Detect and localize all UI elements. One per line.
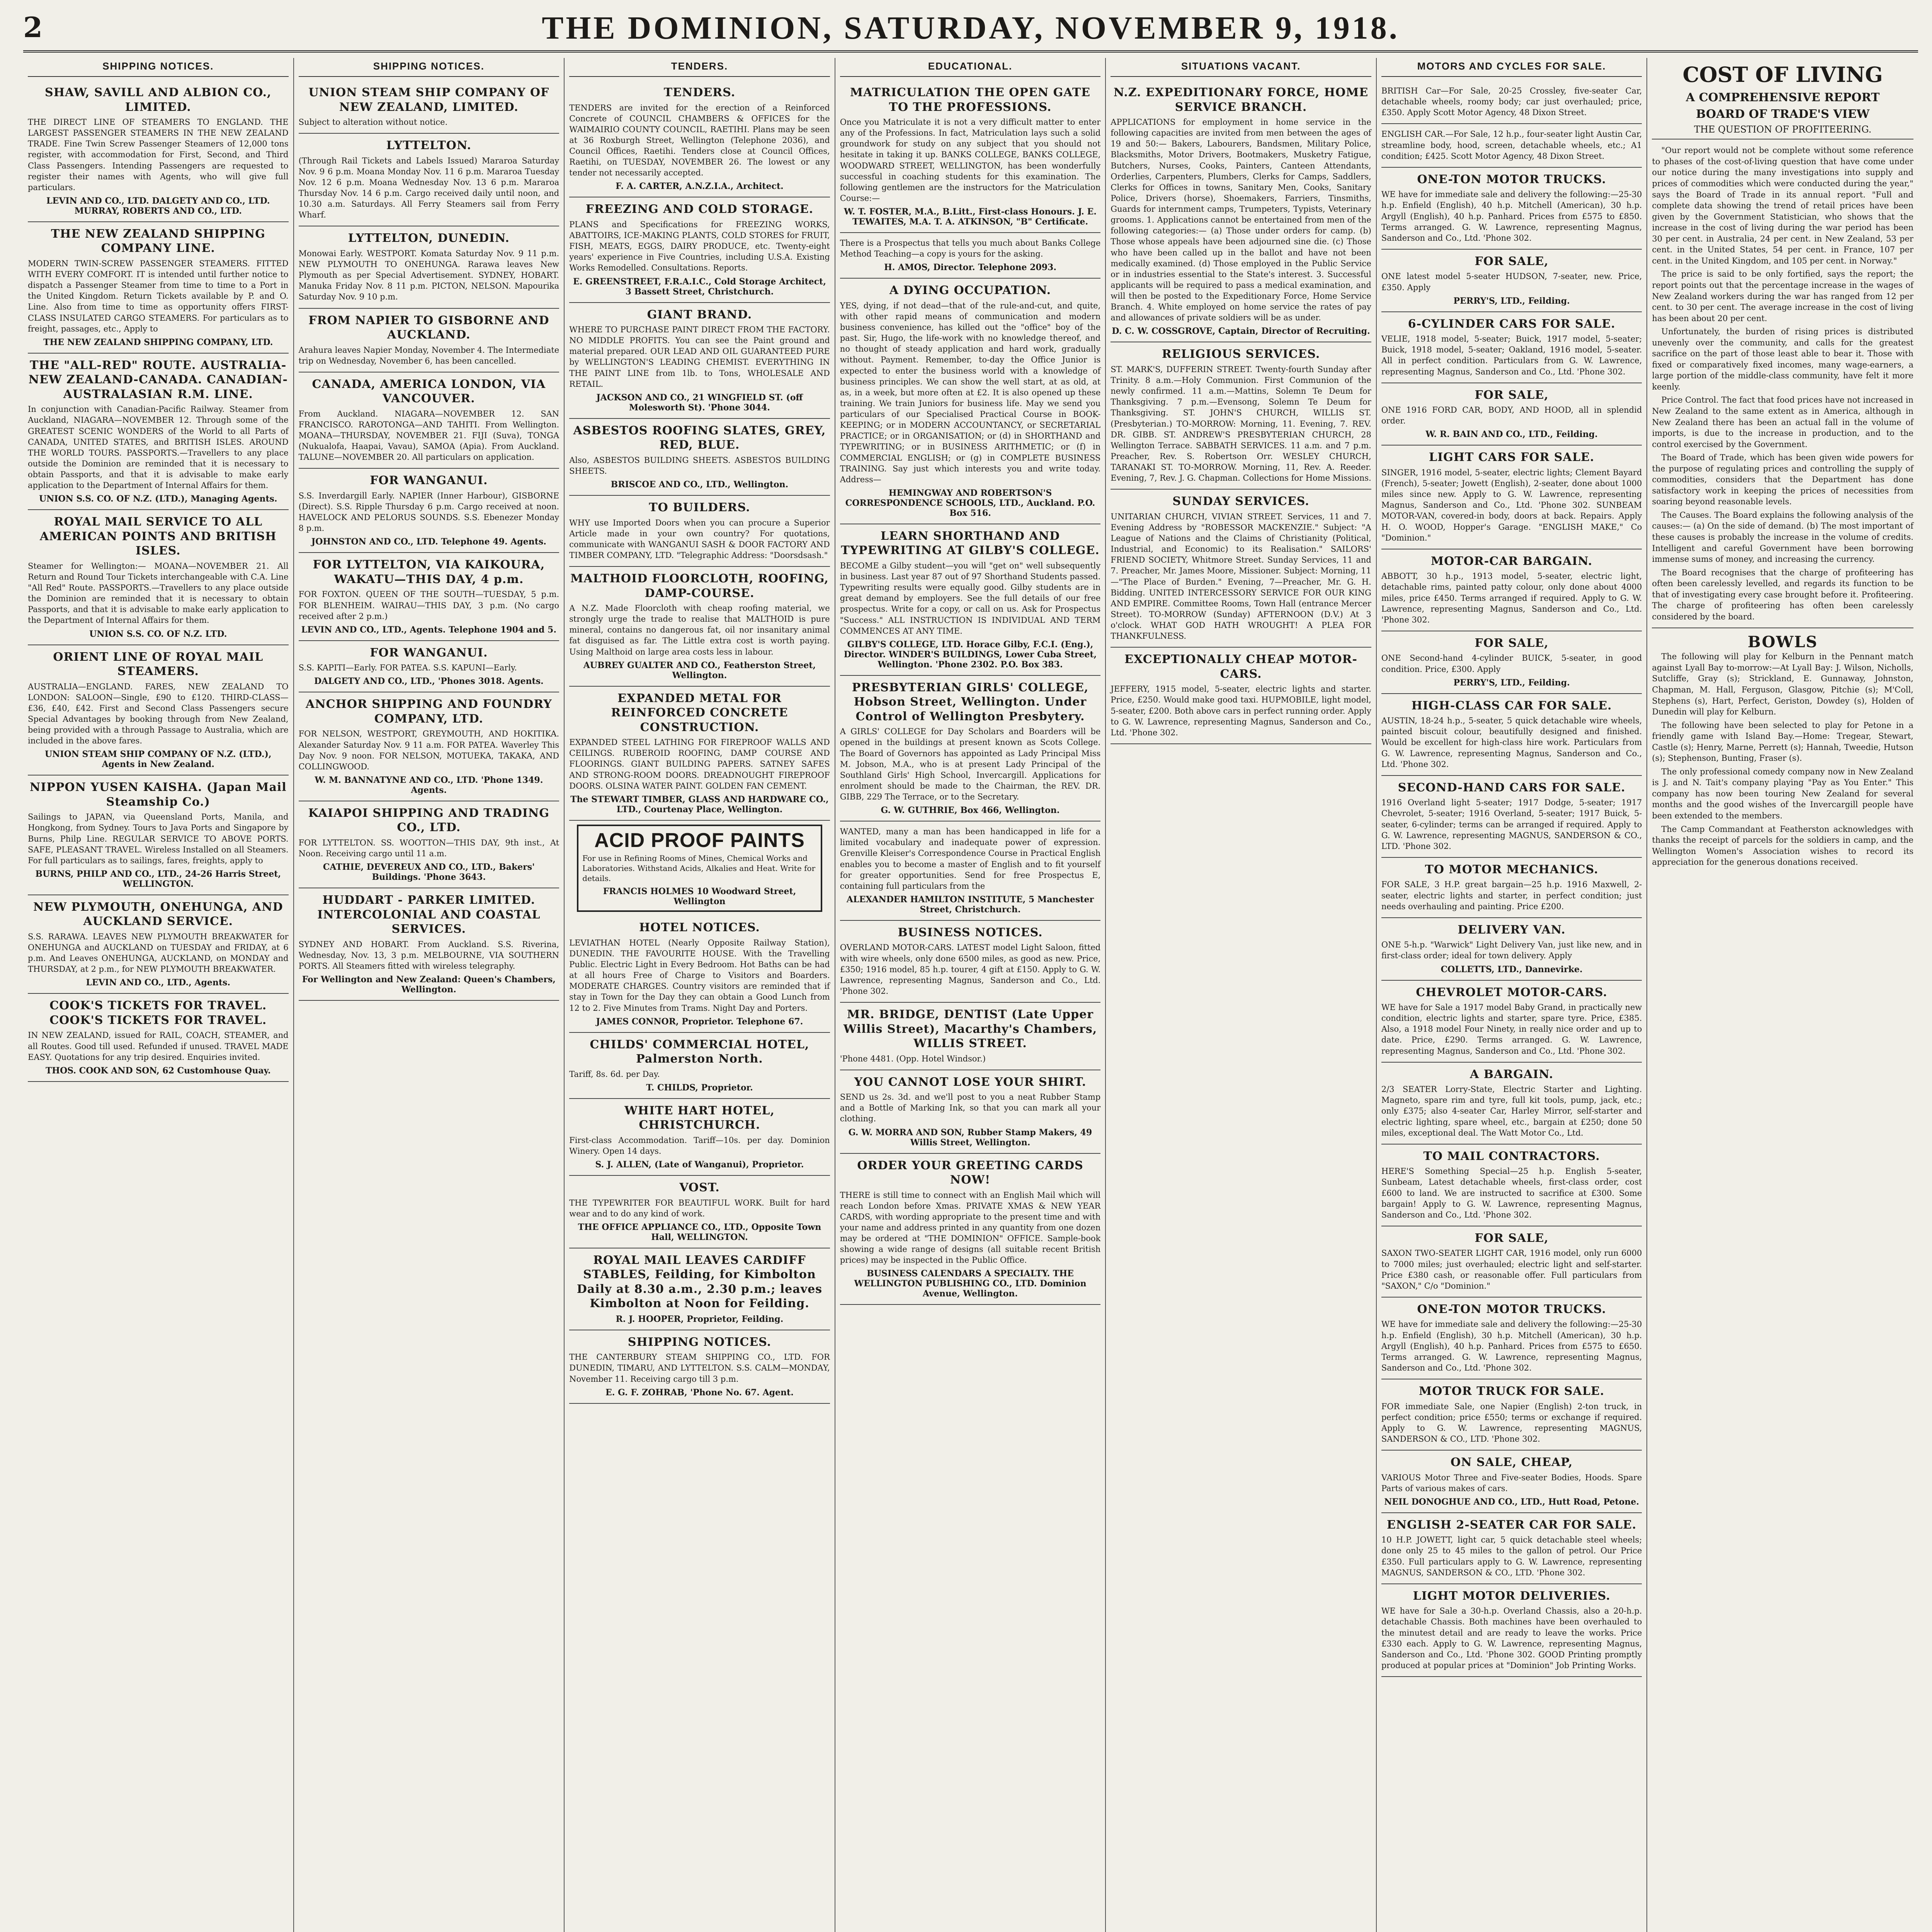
advertisement xyxy=(1381,1298,1642,1379)
advertisement-title: LIGHT CARS FOR SALE. xyxy=(1429,451,1595,464)
advertisement-title: MATRICULATION THE OPEN GATE TO THE PROFESSIONS. xyxy=(850,86,1091,114)
advertisement-body: VARIOUS Motor Three and Five-seater Bodies, Hoods. Spare Parts of various makes of cars. xyxy=(1381,1473,1642,1493)
advertisement-signature: E. GREENSTREET, F.R.A.I.C., Cold Storage Architect, 3 Bassett Street, Christchurch. xyxy=(573,276,826,297)
advertisement xyxy=(1381,1063,1642,1145)
advertisement-body: WANTED, many a man has been handicapped in life for a limited vocabulary and inadequate power of expression. Grenville Kleiser's Correspondence Course in Practical English enables you to become a master of English and to fit yourself for greater opportunities. Send for free Prospectus E, containing full particulars from the xyxy=(840,827,1101,891)
advertisement-title: ROYAL MAIL LEAVES CARDIFF STABLES, Feilding, for Kimbolton Daily at 8.30 a.m., 2.30 p.m.; leaves Kimbolton at Noon for Feilding. xyxy=(577,1253,823,1311)
advertisement-signature: NEIL DONOGHUE AND CO., LTD., Hutt Road, Petone. xyxy=(1384,1497,1639,1507)
advertisement xyxy=(577,825,822,912)
advertisement xyxy=(1111,648,1371,744)
column-6 xyxy=(1377,58,1648,1932)
bowls-paragraph: The following will play for Kelburn in the Pennant match against Lyall Bay to-morrow:—At Lyall Bay: J. Wilson, Nicholls, Sutcliffe, Gray (s); Strickland, E. Gunnaway, Johnston, Chapman, M. Hall, Ferguson, Glasgow, Pitchie (s); M'Coll, Stephens (s), Hart, Perfect, Geriston, Dowdey (s), Holden of Dunedin will play for Kelburn. xyxy=(1652,652,1913,717)
advertisement-body: HERE'S Something Special—25 h.p. English 5-seater, Sunbeam, Latest detachable wheels, first-class order, cost £600 to land. We are instructed to sacrifice at £300. Some bargain! Apply to G. W. Lawrence, representing Magnus, Sanderson and Co., Ltd. 'Phone 302. xyxy=(1381,1167,1642,1219)
advertisement-body: A N.Z. Made Floorcloth with cheap roofing material, we strongly urge the trade to realise that MALTHOID is pure mineral, contains no dangerous fat, oil nor insanitary animal fat disguised as far. The Little extra cost is worth paying. Using Malthoid on large area costs less in labour. xyxy=(569,604,830,656)
advertisement-body: YES, dying, if not dead—that of the rule-and-cut, and quite, with other rapid means of communication and modern business convenience, has killed out the "office" boy of the past. Sir, Hugo, the life-work with no knowledge thereof, and no thought of steady application and hard work, gradually without. Payment. Remember, to-day the Office Junior is expected to enter the business world with a knowledge of business principles. We can show the well start, at as old, at as, in a week, but more often at £2. It is also opened up these training. We train Juniors for business life. May we send you particulars of our Specialised Practical Course in BOOK-KEEPING; or in MODERN ACCOUNTANCY, or SECRETARIAL PRACTICE; or in ORGANISATION; or (d) in SHORTHAND and TYPEWRITING; or in BUSINESS ARITHMETIC; or (f) in COMMERCIAL ENGLISH; or (g) in COMPLETE BUSINESS TRAINING. Say just which interests you and write today. Address— xyxy=(840,301,1101,484)
advertisement xyxy=(299,309,560,372)
advertisement-signature: D. C. W. COSSGROVE, Captain, Director of Recruiting. xyxy=(1112,326,1370,337)
advertisement-body: AUSTRALIA—ENGLAND. FARES, NEW ZEALAND TO LONDON: SALOON—Single, £90 to £120. THIRD-CLASS—£36, £40, £42. First and Second Class Passengers secure Special Advantages by booking through from New Zealand, being provided with a through Passage to Australia, which are included in the above fares. xyxy=(28,682,289,746)
advertisement-body: SAXON TWO-SEATER LIGHT CAR, 1916 model, only run 6000 to 7000 miles; just overhauled; electric light and self-starter. Price £380 cash, or reasonable offer. Full particulars from "SAXON," C/o "Dominion." xyxy=(1381,1248,1642,1291)
advertisement-title: LYTTELTON. xyxy=(386,139,471,153)
advertisement-title: THE "ALL-RED" ROUTE. AUSTRALIA-NEW ZEALAND-CANADA. CANADIAN-AUSTRALASIAN R.M. LINE. xyxy=(28,358,288,401)
advertisement-signature: The STEWART TIMBER, GLASS AND HARDWARE CO., LTD., Courtenay Place, Wellington. xyxy=(570,794,829,815)
advertisement xyxy=(569,81,830,197)
advertisement-signature: W. M. BANNATYNE AND CO., LTD. 'Phone 1349. Agents. xyxy=(315,775,543,795)
advertisement-signature: For Wellington and New Zealand: Queen's Chambers, Wellington. xyxy=(302,975,556,995)
column-heading: EDUCATIONAL. xyxy=(840,58,1101,77)
column-3 xyxy=(565,58,835,1932)
advertisement-title: RELIGIOUS SERVICES. xyxy=(1162,347,1320,361)
advertisement xyxy=(840,233,1101,279)
advertisement xyxy=(299,801,560,888)
advertisement xyxy=(28,895,289,994)
advertisement-signature: UNION S.S. CO. OF N.Z. LTD. xyxy=(89,629,227,639)
article-section-heading: THE QUESTION OF PROFITEERING. xyxy=(1652,124,1913,139)
advertisement-title: KAIAPOI SHIPPING AND TRADING CO., LTD. xyxy=(308,806,549,835)
advertisement xyxy=(1381,1513,1642,1584)
advertisement-title: FOR SALE, xyxy=(1475,1231,1549,1245)
article-paragraph: Unfortunately, the burden of rising prices is distributed unevenly over the community, and calls for the greatest sacrifice on the part of those least able to bear it. Those with fixed or comparatively fixed incomes, many wage-earners, a large portion of the middle-class community, have felt it more keenly. xyxy=(1652,327,1913,391)
advertisement-body: IN NEW ZEALAND, issued for RAIL, COACH, STEAMER, and all Routes. Good till used. Refunded if unused. TRAVEL MADE EASY. Quotations for any trip desired. Enquiries invited. xyxy=(28,1031,289,1062)
advertisement xyxy=(840,821,1101,921)
advertisement-signature: AUBREY GUALTER AND CO., Featherston Street, Wellington. xyxy=(583,660,816,680)
bowls-paragraph: The only professional comedy company now in New Zealand is J. and N. Tait's company playing "Pay as You Enter." This company has now been touring New Zealand for several months and the good wishes of the Invercargill people have been extended to the members. xyxy=(1652,767,1913,821)
advertisement xyxy=(1111,490,1371,648)
advertisement-title: CHILDS' COMMERCIAL HOTEL, Palmerston North. xyxy=(590,1037,810,1066)
advertisement xyxy=(1381,918,1642,981)
advertisement-title: FOR SALE, xyxy=(1475,636,1549,650)
advertisement xyxy=(299,888,560,1001)
advertisement xyxy=(299,226,560,308)
advertisement-body: FOR FOXTON. QUEEN OF THE SOUTH—TUESDAY, 5 p.m. FOR BLENHEIM. WAIRAU—THIS DAY, 3 p.m. (No cargo received after 2 p.m.) xyxy=(298,590,560,621)
bowls-paragraph: The Camp Commandant at Featherston acknowledges with thanks the receipt of parcels for the soldiers in camp, and the Wellington Women's Association wishes to record its appreciation for the generous donations received. xyxy=(1652,824,1913,867)
advertisement-body: THE CANTERBURY STEAM SHIPPING CO., LTD. FOR DUNEDIN, TIMARU, AND LYTTELTON. S.S. CALM—MONDAY, November 11. Receiving cargo till 3 p.m. xyxy=(569,1352,830,1384)
advertisement-signature: W. T. FOSTER, M.A., B.Litt., First-class Honours. J. E. TEWAITES, M.A. T. A. ATKINSON, "B" Certificate. xyxy=(844,207,1097,227)
advertisement-signature: THOS. COOK AND SON, 62 Customhouse Quay. xyxy=(45,1065,271,1076)
advertisement xyxy=(569,1330,830,1404)
advertisement-body: AUSTIN, 18-24 h.p., 5-seater, 5 quick detachable wire wheels, painted biscuit colour, beautifully designed and finished. Would be excellent for high-class hire work. Particulars from G. W. Lawrence, representing Magnus, Sanderson and Co., Ltd. 'Phone 302. xyxy=(1381,716,1642,769)
article-paragraph: The price is said to be only fortified, says the report; the report points out that the percentage increase in the wages of New Zealand workers during the war has ranged from 12 per cent. to 30 per cent. The average increase in the cost of living has been about 20 per cent. xyxy=(1652,269,1913,323)
advertisement-title: A DYING OCCUPATION. xyxy=(889,284,1051,298)
masthead xyxy=(23,8,1918,53)
advertisement-body: ST. MARK'S, DUFFERIN STREET. Twenty-fourth Sunday after Trinity. 8 a.m.—Holy Communion. First Communion of the newly confirmed. 11 a.m.—Mattins, Solemn Te Deum for Thanksgiving. 7 p.m.—Evensong, Solemn Te Deum for Thanksgiving. ST. JOHN'S CHURCH, WILLIS ST. (Presbyterian.) TO-MORROW: Morning, 11. Evening, 7. REV. DR. GIBB. ST. ANDREW'S PRESBYTERIAN CHURCH, 28 Wellington Terrace. SABBATH SERVICES. 11 a.m. and 7 p.m. Preacher, Rev. S. Robertson Orr. WESLEY CHURCH, TARANAKI ST. TO-MORROW. Morning, 11, Rev. A. Reeder. Evening, 7, Rev. J. G. Chapman. Collections for Home Missions. xyxy=(1111,364,1371,483)
column-2 xyxy=(294,58,565,1932)
advertisement-title: HUDDART - PARKER LIMITED. INTERCOLONIAL AND COASTAL SERVICES. xyxy=(317,893,541,936)
article-column xyxy=(1647,58,1918,1932)
advertisement-title: MALTHOID FLOORCLOTH, ROOFING, DAMP-COURSE. xyxy=(570,572,829,600)
advertisement xyxy=(569,419,830,496)
advertisement-body: WHERE TO PURCHASE PAINT DIRECT FROM THE FACTORY. NO MIDDLE PROFITS. You can see the Paint ground and material prepared. OUR LEAD AND OIL GUARANTEED PURE by WELLINGTON'S LEADING CHEMIST. EVERYTHING IN THE PAINT LINE from 1lb. to Tons, WHOLESALE AND RETAIL. xyxy=(569,325,830,389)
advertisement xyxy=(840,1154,1101,1305)
advertisement xyxy=(299,469,560,553)
advertisement-title: ORDER YOUR GREETING CARDS NOW! xyxy=(857,1158,1083,1187)
advertisement-title: HIGH-CLASS CAR FOR SALE. xyxy=(1411,699,1612,713)
bowls-heading: BOWLS xyxy=(1652,628,1913,651)
advertisement-body: Tariff, 8s. 6d. per Day. xyxy=(569,1069,660,1079)
advertisement-body: SEND us 2s. 3d. and we'll post to you a neat Rubber Stamp and a Bottle of Marking Ink, so that you can mark all your clothing. xyxy=(840,1092,1101,1124)
advertisement-body: THE TYPEWRITER FOR BEAUTIFUL WORK. Built for hard wear and to do any kind of work. xyxy=(569,1198,830,1218)
columns xyxy=(23,58,1918,1932)
advertisement xyxy=(1381,168,1642,250)
advertisement-signature: DALGETY AND CO., LTD., 'Phones 3018. Agents. xyxy=(314,676,544,687)
advertisement-title: 6-CYLINDER CARS FOR SALE. xyxy=(1408,317,1616,331)
advertisement-signature: H. AMOS, Director. Telephone 2093. xyxy=(884,262,1057,273)
advertisement-title: MR. BRIDGE, DENTIST (Late Upper Willis Street), Macarthy's Chambers, WILLIS STREET. xyxy=(843,1008,1097,1050)
advertisement-title: HOTEL NOTICES. xyxy=(639,921,760,935)
advertisement-title: COOK'S TICKETS FOR TRAVEL. COOK'S TICKETS FOR TRAVEL. xyxy=(49,999,267,1027)
column-4 xyxy=(835,58,1106,1932)
advertisement-body: FOR immediate Sale, one Napier (English) 2-ton truck, in perfect condition; price £550; terms or exchange if required. Apply to G. W. Lawrence, representing MAGNUS, SANDERSON & CO., LTD. 'Phone 302. xyxy=(1381,1401,1642,1444)
advertisement xyxy=(28,645,289,776)
advertisement xyxy=(299,372,560,469)
advertisement-title: CHEVROLET MOTOR-CARS. xyxy=(1416,985,1607,999)
advertisement-body: THE DIRECT LINE OF STEAMERS TO ENGLAND. THE LARGEST PASSENGER STEAMERS IN THE NEW ZEALAND TRADE. Fine Twin Screw Passenger Steamers of 12,000 tons register, with accommodation for First, Second, and Third Class Passengers. Intending Passengers are requested to register their names with Agents, who will give full particulars. xyxy=(28,117,289,192)
advertisement xyxy=(28,994,289,1082)
advertisement-title: SECOND-HAND CARS FOR SALE. xyxy=(1398,781,1626,794)
advertisement-title: ASBESTOS ROOFING SLATES, GREY, RED, BLUE. xyxy=(573,423,826,452)
column-heading: MOTORS AND CYCLES FOR SALE. xyxy=(1381,58,1642,77)
advertisement xyxy=(1381,1145,1642,1226)
advertisement xyxy=(569,916,830,1032)
advertisement-title: LYTTELTON, DUNEDIN. xyxy=(348,231,510,245)
advertisement-title: LEARN SHORTHAND AND TYPEWRITING AT GILBY'S COLLEGE. xyxy=(841,529,1100,558)
advertisement-body: MODERN TWIN-SCREW PASSENGER STEAMERS. FITTED WITH EVERY COMFORT. IT is intended until further notice to dispatch a Passenger Steamer from time to time to a Port in the United Kingdom. Return Tickets available by P. and O. Line. Also from time to time as opportunity offers FIRST-CLASS INSULATED CARGO STEAMERS. For particulars as to freight, passages, etc., Apply to xyxy=(28,259,289,333)
advertisement-title: ANCHOR SHIPPING AND FOUNDRY COMPANY, LTD. xyxy=(305,697,552,726)
advertisement-signature: PERRY'S, LTD., Feilding. xyxy=(1453,677,1570,688)
advertisement-title: TO MAIL CONTRACTORS. xyxy=(1423,1149,1600,1163)
article-paragraph: Price Control. The fact that food prices have not increased in New Zealand to the same extent as in America, although in New Zealand there has been an actual fall in the volume of imports, is due to the increase in production, and to the control exercised by the Government. xyxy=(1652,395,1913,449)
advertisement xyxy=(1111,342,1371,490)
advertisement-body: SYDNEY AND HOBART. From Auckland. S.S. Riverina, Wednesday, Nov. 13, 3 p.m. MELBOURNE, VIA SOUTHERN PORTS. All Steamers fitted with wireless telegraphy. xyxy=(298,939,560,971)
advertisement-body: Subject to alteration without notice. xyxy=(298,117,448,127)
advertisement-body: S.S. Inverdargill Early. NAPIER (Inner Harbour), GISBORNE (Direct). S.S. Ripple Thursday 6 p.m. Cargo received at noon. HAVELOCK AND PELORUS SOUNDS. S.S. Ebenezer Monday 8 p.m. xyxy=(298,491,560,533)
advertisement xyxy=(840,676,1101,821)
article-paragraph: "Our report would not be complete without some reference to phases of the cost-of-living question that have come under our notice during the many investigations into supply and prices of commodities which were conducted during the year," says the Board of Trade in its annual report. "Full and complete data showing the trend of retail prices have been given by the Government Statistician, who shows that the increase in the cost of living during the war period has been 30 per cent. in Australia, 24 per cent. in New Zealand, 53 per cent. in the United States, 54 per cent. in France, 107 per cent. in the United Kingdom, and 105 per cent. in Norway." xyxy=(1652,146,1913,265)
advertisement xyxy=(1381,1226,1642,1298)
advertisement-title: LIGHT MOTOR DELIVERIES. xyxy=(1413,1589,1611,1603)
advertisement xyxy=(1381,1451,1642,1513)
advertisement-title: VOST. xyxy=(679,1181,720,1195)
advertisement-body: VELIE, 1918 model, 5-seater; Buick, 1917 model, 5-seater; Buick, 1918 model, 5-seater; Oakland, 1916 model, 5-seater. All in perfect condition. Particulars from G. W. Lawrence, representing Magnus, Sanderson and Co., Ltd. 'Phone 302. xyxy=(1381,334,1642,376)
advertisement xyxy=(28,222,289,354)
advertisement xyxy=(299,134,560,226)
advertisement-title: FROM NAPIER TO GISBORNE AND AUCKLAND. xyxy=(308,313,549,342)
advertisement-title: FREEZING AND COLD STORAGE. xyxy=(585,202,814,216)
column-heading: SITUATIONS VACANT. xyxy=(1111,58,1371,77)
advertisement-body: (Through Rail Tickets and Labels Issued) Mararoa Saturday Nov. 9 6 p.m. Moana Monday Nov. 11 6 p.m. Mararoa Tuesday Nov. 12 6 p.m. Moana Wednesday Nov. 13 6 p.m. Mararoa Thursday Nov. 14 6 p.m. Cargo received daily until noon, and 10.30 a.m. Saturdays. All Ferry Steamers sail from Ferry Wharf. xyxy=(298,156,560,220)
advertisement-title: FOR WANGANUI. xyxy=(370,646,488,660)
advertisement-title: ORIENT LINE OF ROYAL MAIL STEAMERS. xyxy=(53,650,264,678)
advertisement-body: ENGLISH CAR.—For Sale, 12 h.p., four-seater light Austin Car, streamline body, hood, screen, detachable wheels, etc.; A1 condition; £425. Scott Motor Agency, 48 Dixon Street. xyxy=(1381,129,1642,161)
advertisement-signature: BUSINESS CALENDARS A SPECIALTY. THE WELLINGTON PUBLISHING CO., LTD. Dominion Avenue, Wellington. xyxy=(854,1269,1087,1299)
advertisement-signature: G. W. GUTHRIE, Box 466, Wellington. xyxy=(881,805,1060,816)
advertisement-body: ONE 5-h.p. "Warwick" Light Delivery Van, just like new, and in first-class order; ideal for town delivery. Apply xyxy=(1381,940,1642,961)
advertisement xyxy=(1381,446,1642,549)
advertisement xyxy=(569,197,830,303)
advertisement-body: APPLICATIONS for employment in home service in the following capacities are invited from men between the ages of 19 and 50:— Bakers, Labourers, Bandsmen, Military Police, Blacksmiths, Motor Drivers, Bootmakers, Musketry Fatigue, Butchers, Nurses, Cooks, Painters, Canteen Attendants, Orderlies, Carpenters, Plumbers, Clerks for Camps, Saddlers, Clerks for Offices in towns, Sanitary Men, Cooks, Sanitary Police, Drivers (horse), Shoemakers, Farriers, Tinsmiths, Guards for internment camps, Trumpeters, Typists, Veterinary grooms. 1. Applications cannot be entertained from men of the following categories:— (a) Those under orders for camp. (b) Those whose appeals have been adjourned sine die. (c) Those who have been called up in the ballot and have not been medically examined. (d) Those employed in the Public Service or in industries essential to the State's interest. 3. Successful applicants will be required to pass a medical examination, and will then be posted to the Expeditionary Force, Home Service Branch. 4. White employed on home service the rates of pay and allowances of private soldiers will be as under. xyxy=(1111,117,1371,323)
advertisement xyxy=(28,510,289,645)
article-paragraph: The Board of Trade, which has been given wide powers for the purpose of regulating prices and controlling the supply of commodities, considers that the Department has done satisfactory work in keeping the prices of necessities from soaring beyond reasonable levels. xyxy=(1652,453,1913,507)
article-title: COST OF LIVING xyxy=(1682,62,1883,87)
advertisement-title: GIANT BRAND. xyxy=(647,308,752,321)
advertisement-body: BRITISH Car—For Sale, 20-25 Crossley, five-seater Car, detachable wheels, roomy body; car just overhauled; price, £350. Apply Scott Motor Agency, 48 Dixon Street. xyxy=(1381,86,1642,117)
advertisement-signature: BURNS, PHILP AND CO., LTD., 24-26 Harris Street, WELLINGTON. xyxy=(35,869,281,889)
advertisement-title: UNION STEAM SHIP COMPANY OF NEW ZEALAND, LIMITED. xyxy=(308,86,549,114)
article-paragraph: The Board recognises that the charge of profiteering has often been carelessly levelled, and regards its function to be that of investigating every case brought before it. Profiteering. The charge of profiteering has often been carelessly considered by the board. xyxy=(1652,568,1913,621)
advertisement-body: Arahura leaves Napier Monday, November 4. The Intermediate trip on Wednesday, November 6, has been cancelled. xyxy=(298,345,560,366)
newspaper-title: THE DOMINION, SATURDAY, NOVEMBER 9, 1918. xyxy=(542,10,1400,46)
advertisement xyxy=(1381,981,1642,1063)
advertisement xyxy=(299,553,560,641)
advertisement-title: ROYAL MAIL SERVICE TO ALL AMERICAN POINTS AND BRITISH ISLES. xyxy=(39,515,277,558)
advertisement-title: DELIVERY VAN. xyxy=(1458,923,1566,937)
advertisement-body: Once you Matriculate it is not a very difficult matter to enter any of the Professions. In fact, Matriculation lays such a solid groundwork for study on any subject that you should not hesitate in taking it up. BANKS COLLEGE, BANKS COLLEGE, WOODWARD STREET, WELLINGTON, has been wonderfully successful in coaching students for this examination. The following gentlemen are the instructors for the Matriculation Course:— xyxy=(840,117,1101,203)
advertisement-body: In conjunction with Canadian-Pacific Railway. Steamer from Auckland, NIAGARA—NOVEMBER 12. Through some of the GREATEST SCENIC WONDERS of the World to all Parts of CANADA, UNITED STATES, and BRITISH ISLES. AROUND THE WORLD TOURS. PASSPORTS.—Travellers to any place outside the Dominion are reminded that it is necessary to obtain Passports, and that it is advisable to make early application to the Department of Internal Affairs for them. xyxy=(28,405,289,490)
advertisement-title: SHIPPING NOTICES. xyxy=(628,1335,772,1349)
advertisement-body: Sailings to JAPAN, via Queensland Ports, Manila, and Hongkong, from Sydney. Tours to Java Ports and Singapore by Burns, Philp Line. REGULAR SERVICE TO ABOVE PORTS. SAFE, PLEASANT TRAVEL. Wireless Installed on all Steamers. For full particulars as to sailings, fares, freights, apply to xyxy=(28,812,289,865)
advertisement-body: WE have for immediate sale and delivery the following:—25-30 h.p. Enfield (English), 30 h.p. Mitchell (American), 30 h.p. Argyll (English), 40 h.p. Panhard. Prices from £575 to £650. Terms arranged. G. W. Lawrence, representing Magnus, Sanderson and Co., Ltd. 'Phone 302. xyxy=(1381,1320,1642,1372)
advertisement-title: TO BUILDERS. xyxy=(649,501,750,514)
advertisement-title: ONE-TON MOTOR TRUCKS. xyxy=(1417,172,1606,186)
advertisement-signature: W. R. BAIN AND CO., LTD., Feilding. xyxy=(1425,429,1598,440)
advertisement xyxy=(299,641,560,693)
advertisement-title: MOTOR TRUCK FOR SALE. xyxy=(1419,1384,1605,1398)
advertisement-body: Monowai Early. WESTPORT. Komata Saturday Nov. 9 11 p.m. NEW PLYMOUTH TO ONEHUNGA. Rarawa leaves New Plymouth as per Special Advertisement. SYDNEY, HOBART. Manuka Friday Nov. 8 11 p.m. PICTON, NELSON. Mapourika Saturday Nov. 9 10 p.m. xyxy=(298,248,560,302)
advertisement-title: FOR SALE, xyxy=(1475,388,1549,402)
advertisement-body: THERE is still time to connect with an English Mail which will reach London before Xmas. PRIVATE XMAS & NEW YEAR CARDS, with wording appropriate to the present time and with your name and address printed in any quantity from one dozen may be ordered at "THE DOMINION" OFFICE. Sample-book showing a wide range of designs (all suitable recent British prices) may be inspected in the Public Office. xyxy=(840,1190,1101,1265)
advertisement xyxy=(569,1099,830,1176)
advertisement-body: Steamer for Wellington:— MOANA—NOVEMBER 21. All Return and Round Tour Tickets interchangeable with C.A. Line "All Red" Route. PASSPORTS.—Travellers to any place outside the Dominion are reminded that it is necessary to obtain Passports, and that it is advisable to make early application to the Department of Internal Affairs for them. xyxy=(28,561,289,625)
advertisement-title: FOR WANGANUI. xyxy=(370,474,488,488)
advertisement xyxy=(1381,81,1642,124)
advertisement-signature: LEVIN AND CO., LTD., Agents. xyxy=(86,978,231,988)
advertisement-title: TO MOTOR MECHANICS. xyxy=(1425,862,1599,876)
advertisement xyxy=(1381,250,1642,312)
advertisement-body: 1916 Overland light 5-seater; 1917 Dodge, 5-seater; 1917 Chevrolet, 5-seater; 1916 Overland, 5-seater; 1917 Buick, 5-seater, 6-cylinder; terms can be arranged if required. Apply to G. W. Lawrence, representing MAGNUS, SANDERSON & CO., LTD. 'Phone 302. xyxy=(1381,798,1642,851)
advertisement-signature: JAMES CONNOR, Proprietor. Telephone 67. xyxy=(596,1016,803,1027)
advertisement-body: FOR SALE, 3 H.P. great bargain—25 h.p. 1916 Maxwell, 2-seater, electric lights and starter, in perfect condition; just needs overhauling and painting. Price £200. xyxy=(1381,880,1642,911)
advertisement-body: 10 H.P. JOWETT, light car, 5 quick detachable steel wheels; done only 25 to 45 miles to the gallon of petrol. Our Price £350. Full particulars apply to G. W. Lawrence, representing MAGNUS, SANDERSON & CO., LTD. 'Phone 302. xyxy=(1381,1535,1642,1577)
advertisement-body: S.S. RARAWA. LEAVES NEW PLYMOUTH BREAKWATER for ONEHUNGA and AUCKLAND on TUESDAY and FRIDAY, at 6 p.m. And Leaves ONEHUNGA, AUCKLAND, on MONDAY and THURSDAY, at 2 p.m., for NEW PLYMOUTH BREAKWATER. xyxy=(28,932,289,974)
advertisement-signature: G. W. MORRA AND SON, Rubber Stamp Makers, 49 Willis Street, Wellington. xyxy=(848,1127,1092,1148)
advertisement-body: FOR LYTTELTON. SS. WOOTTON—THIS DAY, 9th inst., At Noon. Receiving cargo until 11 a.m. xyxy=(298,838,560,858)
advertisement-title: BUSINESS NOTICES. xyxy=(898,925,1043,939)
advertisement-title: YOU CANNOT LOSE YOUR SHIRT. xyxy=(854,1075,1087,1089)
advertisement-body: 2/3 SEATER Lorry-State, Electric Starter and Lighting. Magneto, spare rim and tyre, full kit tools, pump, jack, etc.; only £375; also 4-seater Car, Harley Mirror, self-starter and electric lighting, spare wheel, etc., bargain at £250; done 50 miles, exceptional deal. The Watt Motor Co., Ltd. xyxy=(1381,1085,1642,1138)
advertisement-signature: JOHNSTON AND CO., LTD. Telephone 49. Agents. xyxy=(311,537,546,547)
advertisement xyxy=(1381,383,1642,446)
advertisement-body: WHY use Imported Doors when you can procure a Superior Article made in your own country? For quotations, communicate with WANGANUI SASH & DOOR FACTORY AND TIMBER COMPANY, LTD. "Telegraphic Address: "Doorsdsash." xyxy=(569,518,830,560)
advertisement xyxy=(1381,631,1642,694)
advertisement-signature: LEVIN AND CO., LTD. DALGETY AND CO., LTD. MURRAY, ROBERTS AND CO., LTD. xyxy=(46,196,270,216)
advertisement-title: NIPPON YUSEN KAISHA. (Japan Mail Steamship Co.) xyxy=(29,781,287,809)
advertisement-body: ONE Second-hand 4-cylinder BUICK, 5-seater, in good condition. Price, £300. Apply xyxy=(1381,653,1642,674)
advertisement-signature: THE NEW ZEALAND SHIPPING COMPANY, LTD. xyxy=(43,337,273,347)
advertisement xyxy=(840,921,1101,1003)
advertisement-signature: UNION STEAM SHIP COMPANY OF N.Z. (LTD.), Agents in New Zealand. xyxy=(44,749,272,770)
advertisement xyxy=(1381,858,1642,918)
advertisement-body: JEFFERY, 1915 model, 5-seater, electric lights and starter. Price, £250. Would make good taxi. HUPMOBILE, light model, 5-seater, £200. Both above cars in perfect running order. Apply to G. W. Lawrence, representing Magnus, Sanderson and Co., Ltd. 'Phone 302. xyxy=(1111,684,1371,737)
advertisement-title: CANADA, AMERICA LONDON, VIA VANCOUVER. xyxy=(312,377,546,406)
advertisement-title: SUNDAY SERVICES. xyxy=(1172,495,1310,509)
advertisement xyxy=(28,354,289,510)
advertisement-body: S.S. KAPITI—Early. FOR PATEA. S.S. KAPUNI—Early. xyxy=(298,663,517,673)
advertisement-body: ABBOTT, 30 h.p., 1913 model, 5-seater, electric light, detachable rims, painted patty colour, only done about 4000 miles, price £450. Terms arranged if required. Apply to G. W. Lawrence, representing Magnus, Sanderson and Co., Ltd. 'Phone 302. xyxy=(1381,571,1642,624)
advertisement-body: LEVIATHAN HOTEL (Nearly Opposite Railway Station), DUNEDIN. THE FAVOURITE HOUSE. With the Travelling Public. Electric Light in Every Bedroom. Hot Baths can be had at all hours Free of Charge to Visitors and Boarders. MODERATE CHARGES. Country visitors are reminded that if stay in Town for the Day they can obtain a Good Lunch from 12 to 2. Five Minutes from Trams. Night Day and Porters. xyxy=(569,938,830,1013)
advertisement-title: SHAW, SAVILL AND ALBION CO., LIMITED. xyxy=(45,86,272,114)
advertisement-body: TENDERS are invited for the erection of a Reinforced Concrete of COUNCIL CHAMBERS & OFFICES for the WAIMAIRIO COUNTY COUNCIL, RAETIHI. Plans may be seen at 36 Roxburgh Street, Wellington (Telephone 2036), and Council Offices, Raetihi. Tenders close at Council Offices, Raetihi, on TUESDAY, NOVEMBER 26. The lowest or any tender not necessarily accepted. xyxy=(569,103,830,178)
advertisement-title: THE NEW ZEALAND SHIPPING COMPANY LINE. xyxy=(51,227,265,255)
advertisement-body: PLANS and Specifications for FREEZING WORKS, ABATTOIRS, ICE-MAKING PLANTS, COLD STORES for FRUIT, FISH, MEATS, EGGS, DAIRY PRODUCE, etc. Twenty-eight years' experience in Five Countries, including U.S.A. Existing Works Remodelled. Consultations. Reports. xyxy=(569,219,830,273)
column-1 xyxy=(23,58,294,1932)
advertisement-signature: GILBY'S COLLEGE, LTD. Horace Gilby, F.C.I. (Eng.), Director. WINDER'S BUILDINGS, Lower Cuba Street, Wellington. 'Phone 2302. P.O. Box 383. xyxy=(844,639,1097,670)
page-number: 2 xyxy=(23,11,43,44)
column-5 xyxy=(1106,58,1377,1932)
advertisement-body: 'Phone 4481. (Opp. Hotel Windsor.) xyxy=(840,1054,986,1063)
article-paragraph: The Causes. The Board explains the following analysis of the causes:— (a) On the side of demand. (b) The most important of these causes is probably the increase in the volume of credits. Intelligent and careful Government have been borrowing immense sums of money, and increasing the currency. xyxy=(1652,510,1913,564)
advertisement-body: From Auckland. NIAGARA—NOVEMBER 12. SAN FRANCISCO. RAROTONGA—AND TAHITI. From Wellington. MOANA—THURSDAY, NOVEMBER 21. FIJI (Suva), TONGA (Nukualofa, Haapai, Vavau), SAMOA (Apia). From Auckland. TALUNE—NOVEMBER 20. All particulars on application. xyxy=(298,409,560,462)
advertisement-body: FOR NELSON, WESTPORT, GREYMOUTH, AND HOKITIKA. Alexander Saturday Nov. 9 11 a.m. FOR PATEA. Waverley This Day Nov. 9 noon. FOR NELSON, MOTUEKA, TAKAKA, AND COLLINGWOOD. xyxy=(298,729,560,771)
advertisement-title: EXCEPTIONALLY CHEAP MOTOR-CARS. xyxy=(1124,653,1357,681)
advertisement-signature: ALEXANDER HAMILTON INSTITUTE, 5 Manchester Street, Christchurch. xyxy=(846,894,1094,915)
advertisement xyxy=(1381,776,1642,858)
article-subtitle: A COMPREHENSIVE REPORT xyxy=(1685,91,1880,105)
advertisement-body: A GIRLS' COLLEGE for Day Scholars and Boarders will be opened in the buildings at present known as Scots College. The Board of Governors has appointed as Lady Principal Miss M. Jobson, M.A., who is at present Lady Principal of the Southland Girls' High School, Invercargill. Applications for enrolment should be made to the Chairman, the REV. DR. GIBB, 229 The Terrace, or to the Secretary. xyxy=(840,727,1101,801)
advertisement xyxy=(569,567,830,687)
advertisement-signature: F. A. CARTER, A.N.Z.I.A., Architect. xyxy=(616,181,784,192)
advertisement-signature: E. G. F. ZOHRAB, 'Phone No. 67. Agent. xyxy=(605,1387,794,1398)
advertisement-signature: CATHIE, DEVEREUX AND CO., LTD., Bakers' Buildings. 'Phone 3643. xyxy=(323,862,535,883)
advertisement xyxy=(840,1003,1101,1070)
advertisement-title: EXPANDED METAL FOR REINFORCED CONCRETE CONSTRUCTION. xyxy=(611,691,788,734)
advertisement xyxy=(569,1248,830,1330)
advertisement xyxy=(1381,1584,1642,1677)
advertisement xyxy=(840,524,1101,676)
advertisement xyxy=(569,687,830,821)
advertisement xyxy=(1381,312,1642,383)
column-heading: TENDERS. xyxy=(569,58,830,77)
advertisement-title: N.Z. EXPEDITIONARY FORCE, HOME SERVICE BRANCH. xyxy=(1113,86,1369,114)
advertisement xyxy=(28,81,289,222)
advertisement xyxy=(569,496,830,567)
advertisement xyxy=(840,81,1101,233)
advertisement xyxy=(299,81,560,134)
advertisement-signature: R. J. HOOPER, Proprietor, Feilding. xyxy=(616,1314,784,1324)
advertisement-body: SINGER, 1916 model, 5-seater, electric lights; Clement Bayard (French), 5-seater; Jowett (English), 2-seater, done about 1000 miles since new. Apply to G. W. Lawrence, representing Magnus, Sanderson and Co., Ltd. 'Phone 302. SUNBEAM MOTOR-VAN, covered-in body, doors at back. Repairs. Apply H. O. WOOD, Hopper's Garage. "ENGLISH MAKE," Co "Dominion." xyxy=(1381,468,1642,543)
advertisement-signature: FRANCIS HOLMES 10 Woodward Street, Wellington xyxy=(603,886,796,907)
advertisement-signature: HEMINGWAY AND ROBERTSON'S CORRESPONDENCE SCHOOLS, LTD., Auckland. P.O. Box 516. xyxy=(845,488,1095,518)
bowls-paragraph: The following have been selected to play for Petone in a friendly game with Island Bay.—Home: Tregear, Stewart, Castle (s); Henry, Marne, Perrett (s); Hannah, Tweedie, Hutson (s); Stephenson, Bunting, Fraser (s). xyxy=(1652,720,1913,763)
advertisement-signature: THE OFFICE APPLIANCE CO., LTD., Opposite Town Hall, WELLINGTON. xyxy=(578,1222,821,1242)
advertisement xyxy=(569,1176,830,1248)
advertisement-body: WE have for Sale a 1917 model Baby Grand, in practically new condition, electric lights and starter, spare tyre. Price, £385. Also, a 1918 model Four Ninety, in really nice order and up to date. Price, £290. Terms arranged. G. W. Lawrence, representing Magnus, Sanderson and Co., Ltd. 'Phone 302. xyxy=(1381,1003,1642,1056)
column-heading: SHIPPING NOTICES. xyxy=(299,58,560,77)
advertisement-signature: BRISCOE AND CO., LTD., Wellington. xyxy=(611,480,789,490)
advertisement-signature: PERRY'S, LTD., Feilding. xyxy=(1453,296,1570,306)
advertisement-title: ONE-TON MOTOR TRUCKS. xyxy=(1417,1302,1606,1316)
advertisement-body: There is a Prospectus that tells you much about Banks College Method Teaching—a copy is yours for the asking. xyxy=(840,238,1101,259)
advertisement xyxy=(1111,81,1371,342)
advertisement xyxy=(1381,1379,1642,1451)
advertisement-signature: JACKSON AND CO., 21 WINGFIELD ST. (off Molesworth St). 'Phone 3044. xyxy=(596,392,803,413)
advertisement-body: ONE 1916 FORD CAR, BODY, AND HOOD, all in splendid order. xyxy=(1381,405,1642,426)
advertisement xyxy=(1381,124,1642,167)
advertisement-title: MOTOR-CAR BARGAIN. xyxy=(1431,554,1593,568)
advertisement-signature: COLLETTS, LTD., Dannevirke. xyxy=(1440,964,1583,975)
advertisement-signature: S. J. ALLEN, (Late of Wanganui), Proprietor. xyxy=(595,1160,804,1170)
advertisement-title: ON SALE, CHEAP, xyxy=(1450,1456,1573,1469)
advertisement xyxy=(840,1070,1101,1154)
advertisement-body: Also, ASBESTOS BUILDING SHEETS. ASBESTOS BUILDING SHEETS. xyxy=(569,455,830,476)
advertisement xyxy=(569,303,830,419)
advertisement-body: For use in Refining Rooms of Mines, Chemical Works and Laboratories. Withstand Acids, Alkalies and Heat. Write for details. xyxy=(582,854,816,883)
advertisement-body: WE have for Sale a 30-h.p. Overland Chassis, also a 20-h.p. detachable Chassis. Both machines have been overhauled to the minutest detail and are ready to leave the works. Price £330 each. Apply to G. W. Lawrence, representing Magnus, Sanderson and Co., Ltd. 'Phone 302. GOOD Printing promptly produced at popular prices at "Dominion" Job Printing Works. xyxy=(1381,1606,1642,1670)
advertisement-title: WHITE HART HOTEL, CHRISTCHURCH. xyxy=(624,1104,775,1132)
advertisement-title: A BARGAIN. xyxy=(1470,1067,1554,1081)
advertisement-signature: UNION S.S. CO. OF N.Z. (LTD.), Managing Agents. xyxy=(39,494,277,504)
advertisement-body: First-class Accommodation. Tariff—10s. per day. Dominion Winery. Open 14 days. xyxy=(569,1135,830,1156)
advertisement-title: FOR LYTTELTON, VIA KAIKOURA, WAKATU—THIS DAY, 4 p.m. xyxy=(313,558,545,586)
advertisement-title: FOR SALE, xyxy=(1475,254,1549,268)
advertisement-title: TENDERS. xyxy=(663,86,736,99)
advertisement-title: ACID PROOF PAINTS xyxy=(594,829,805,852)
article-deck: BOARD OF TRADE'S VIEW xyxy=(1696,107,1870,121)
advertisement-title: PRESBYTERIAN GIRLS' COLLEGE, Hobson Street, Wellington. Under Control of Wellington Presbytery. xyxy=(852,680,1089,723)
advertisement-signature: LEVIN AND CO., LTD., Agents. Telephone 1904 and 5. xyxy=(301,624,556,635)
advertisement-body: BECOME a Gilby student—you will "get on" well subsequently in business. Last year 87 out of 97 Shorthand Students passed. Typewriting results were equally good. Gilby students are in great demand by employers. See the full details of our free prospectus. Write for a copy, or call on us. Ask for Prospectus "Success." ALL INSTRUCTION IS INDIVIDUAL AND TERM COMMENCES AT ANY TIME. xyxy=(840,561,1101,636)
column-heading: SHIPPING NOTICES. xyxy=(28,58,289,77)
advertisement-body: OVERLAND MOTOR-CARS. LATEST model Light Saloon, fitted with wire wheels, only done 6500 miles, as good as new. Price, £350; 1916 model, 85 h.p. tourer, 4 gift at £150. Apply to G. W. Lawrence, representing Magnus, Sanderson and Co., Ltd. 'Phone 302. xyxy=(840,943,1101,996)
advertisement-body: UNITARIAN CHURCH, VIVIAN STREET. Services, 11 and 7. Evening Address by "ROBESSOR MACKENZIE." Subject: "A League of Nations and the Claims of Christianity (Political, Industrial, and Economic) to its Realisation." SAILORS' FRIEND SOCIETY, Whitmore Street. Sunday Services, 11 and 7. Preacher, Mr. James Moore, Missioner. Subject: Morning, 11—"The Place of Burden." Evening, 7—Preacher, Mr. G. H. Bidding. UNITED INTERCESSORY SERVICE FOR OUR KING AND EMPIRE. Committee Rooms, Town Hall (entrance Mercer Street). TO-MORROW (Sunday) AFTERNOON (D.V.) At 3 o'clock. WHAT GOD HATH WROUGHT! A PLEA FOR THANKFULNESS. xyxy=(1111,512,1371,641)
advertisement-title: NEW PLYMOUTH, ONEHUNGA, AND AUCKLAND SERVICE. xyxy=(33,900,283,929)
advertisement xyxy=(840,279,1101,524)
advertisement-body: ONE latest model 5-seater HUDSON, 7-seater, new. Price, £350. Apply xyxy=(1381,272,1642,292)
advertisement xyxy=(299,692,560,801)
advertisement-body: EXPANDED STEEL LATHING FOR FIREPROOF WALLS AND CEILINGS. RUBEROID ROOFING, DAMP COURSE AND FLOORINGS. GIANT BUILDING PAPERS. SATNEY SAFES AND STRONG-ROOM DOORS. DREADNOUGHT FIREPROOF DOORS. OLSINA WATER PAINT. GOLDEN FAN CEMENT. xyxy=(569,738,830,791)
advertisement xyxy=(1381,694,1642,776)
advertisement-title: ENGLISH 2-SEATER CAR FOR SALE. xyxy=(1387,1518,1637,1532)
advertisement-signature: T. CHILDS, Proprietor. xyxy=(646,1082,753,1093)
advertisement xyxy=(569,1033,830,1099)
advertisement-body: WE have for immediate sale and delivery the following:—25-30 h.p. Enfield (English), 40 h.p. Mitchell (American), 30 h.p. Argyll (English), 40 h.p. Panhard. Prices from £575 to £850. Terms arranged. G. W. Lawrence, representing Magnus, Sanderson and Co., Ltd. 'Phone 302. xyxy=(1381,190,1642,243)
advertisement xyxy=(28,776,289,895)
advertisement xyxy=(1381,549,1642,631)
